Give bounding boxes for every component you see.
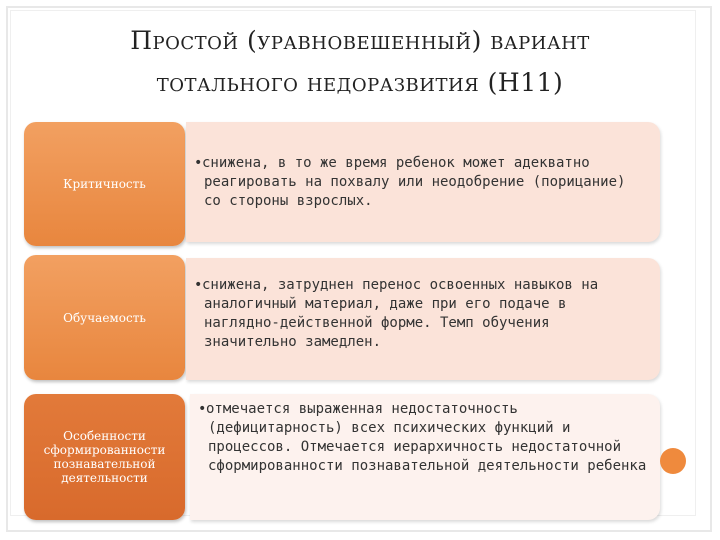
bullet-icon: • [194,277,203,293]
label-criticality [24,122,185,246]
description-learnability [186,258,660,380]
slide-title-line-1: Простой (уравновешенный) вариант [130,26,590,55]
label-cognitive-features-text: Особенности сформированности познавательной деятельности [43,429,166,485]
description-criticality [186,122,660,242]
decorative-circle-icon [660,448,686,474]
slide-title-line-2: тотального недоразвития (Н11) [156,68,564,97]
description-learnability-text: снижена, затруднен перенос освоенных навыков на аналогичный материал, даже при его подаче в наглядно-действенной форме. Темп обучения значительно замедлен. [202,277,599,350]
description-cognitive-features-text: отмечается выраженная недостаточность (дефицитарность) всех психических функций и процессов. Отмечается иерархичность недостаточной сформированности познавательной деятельности ребенка [206,401,647,474]
label-learnability-text: Обучаемость [63,310,146,325]
description-cognitive-features [190,394,660,520]
label-criticality-text: Критичность [63,177,146,191]
bullet-icon: • [198,401,207,417]
label-learnability [24,255,185,380]
description-criticality-text: снижена, в то же время ребенок может адекватно реагировать на похвалу или неодобрение (порицание) со стороны взрослых. [202,155,626,209]
bullet-icon: • [194,155,203,171]
label-cognitive-features [24,394,185,520]
